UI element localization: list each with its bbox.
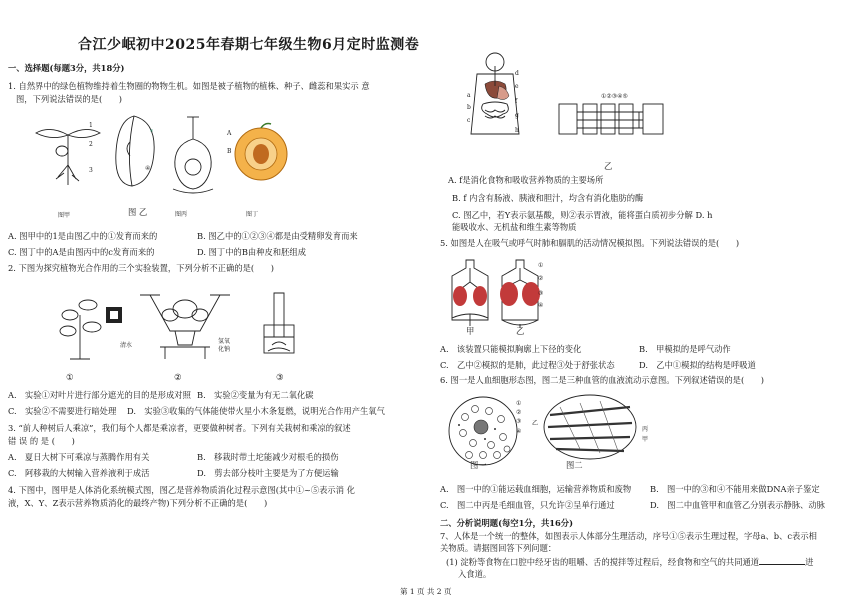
q7-sub1-line2: 入食道。 [458, 569, 492, 579]
fig1-label: 图一 [470, 460, 487, 470]
bell-part-3: ③ [538, 290, 544, 297]
fig2-label: 图二 [566, 460, 583, 470]
exp-label-2: ② [174, 372, 182, 382]
q7-line1: 7、人体是一个统一的整体，如图表示人体部分生理活动，序号①⑤表示生理过程，字母a、b、c表示相 [440, 531, 817, 541]
q2-option-d: D. 实验③收集的气体能使带火星小木条复燃，说明光合作用产生氧气 [127, 406, 385, 416]
q4-stem-line2: 液，X、Y、Z表示营养物质消化的最终产物)下列分析不正确的是( ) [8, 498, 268, 508]
q3-stem-line1: 3. “前人种树后人乘凉”，我们每个人都是乘凉者，更要做种树者。下列有关栽树和乘凉的叙述 [8, 423, 351, 433]
bell-label-jia: 甲 [466, 326, 475, 336]
fig-yi-label: 图 乙 [128, 207, 148, 217]
digestion-process-figure-yi [557, 98, 667, 148]
page-footer: 第 1 页 共 2 页 [400, 587, 452, 596]
q4-option-b: B. f 内含有肠液、胰液和胆汁，均含有消化脂肪的酶 [452, 193, 644, 203]
q3-option-a: A. 夏日大树下可乘凉与蒸腾作用有关 [8, 452, 150, 462]
naoh-label-2: 化钠 [218, 346, 231, 353]
exp-label-3: ③ [276, 372, 284, 382]
bell-label-yi: 乙 [516, 326, 525, 336]
fig-jia-label: 图甲 [58, 212, 71, 219]
vessel-label-bing: 丙 [642, 426, 649, 433]
q1-option-c: C. 图丁中的A是由图丙中的c发育而来的 [8, 247, 155, 257]
vessel-label-jia: 甲 [642, 436, 649, 443]
bell-part-1: ① [538, 262, 544, 269]
q6-option-c: C. 图二中丙是毛细血管，只允许②呈单行通过 [440, 500, 615, 510]
blood-vessel-figure [540, 393, 640, 463]
experiment-figure-1 [50, 285, 133, 365]
section2-heading: 二、分析说明题(每空1分，共16分) [440, 518, 574, 528]
q5-stem: 5. 如图是人在吸气或呼气时肺和膈肌的活动情况模拟图。下列说法错误的是( ) [440, 238, 740, 248]
q3-option-d: D. 剪去部分枝叶主要是为了方便运输 [197, 468, 339, 478]
pistil-figure-bing [163, 115, 223, 195]
q5-option-c: C. 乙中②模拟的是肺，此过程③处于舒张状态 [440, 360, 615, 370]
q2-option-c: C. 实验②不需要进行暗处理 [8, 406, 117, 416]
bell-part-2: ② [538, 275, 544, 282]
q7-sub1-text: (1) 淀粉等食物在口腔中经牙齿的咀嚼、舌的搅拌等过程后，经食物和空气的共同通道 [446, 557, 760, 567]
q4-option-c-line2: 能吸收水、无机盐和维生素等物质 [452, 222, 577, 232]
q4-stem-line1: 4. 下图中，图甲是人体消化系统模式图，图乙是营养物质消化过程示意图(其中①~⑤表示消 化 [8, 485, 355, 495]
exam-title: 合江少岷初中2025年春期七年级生物6月定时监测卷 [78, 37, 420, 53]
q3-option-b: B. 移栽时带土坨能减少对根毛的损伤 [197, 452, 339, 462]
q6-option-d: D. 图二中血管甲和血管乙分别表示静脉、动脉 [650, 500, 825, 510]
experiment-figure-3 [254, 285, 304, 365]
exp-label-1: ① [66, 372, 74, 382]
naoh-label-1: 氢氧 [218, 338, 231, 345]
vessel-label-yi: 乙 [532, 420, 539, 427]
q7-line2: 关物质。请据图回答下列问题： [440, 543, 557, 553]
q6-stem: 6. 图一是人血细胞形态图，图二是三种血管的血液流动示意图。下列叙述错误的是( ) [440, 375, 765, 385]
bell-jar-figure-jia [445, 258, 495, 328]
q3-option-c: C. 阿移栽的大树输入营养液利于成活 [8, 468, 150, 478]
q5-option-a: A. 该装置只能模拟胸廓上下径的变化 [440, 344, 582, 354]
bell-part-4: ④ [538, 302, 544, 309]
experiment-figure-2 [130, 285, 240, 365]
q1-option-d: D. 图丁中的B由种皮和胚组成 [197, 247, 306, 257]
q4-option-c-line1: C. 图乙中，若Y表示氨基酸，则②表示胃液，能将蛋白质初步分解 D. h [452, 210, 713, 220]
fig-yi-label-q4: 乙 [604, 161, 613, 171]
fig-ding-label: 图丁 [246, 211, 259, 218]
section1-heading: 一、选择题(每题3分，共18分) [8, 63, 125, 73]
q2-option-a: A. 实验①对叶片进行部分遮光的目的是形成对照 [8, 390, 191, 400]
q4-option-a: A. f是消化食物和吸收营养物质的主要场所 [448, 175, 604, 185]
q3-stem-line2: 错 误 的 是 ( ) [8, 436, 75, 446]
q5-option-d: D. 乙中①模拟的结构是呼吸道 [639, 360, 756, 370]
q5-option-b: B. 甲模拟的是呼气动作 [639, 344, 731, 354]
water-label: 清水 [120, 342, 133, 349]
q1-option-b: B. 图乙中的①②③④都是由受精卵发育而来 [197, 231, 358, 241]
q7-sub1 [446, 556, 813, 568]
q1-stem-line2: 图，下列说法错误的是( ) [16, 94, 123, 104]
seed-figure-yi [104, 112, 164, 192]
q1-option-a: A. 图甲中的1是由图乙中的①发育而来的 [8, 231, 158, 241]
q2-option-b: B. 实验②变量为有无二氧化碳 [197, 390, 314, 400]
answer-blank[interactable] [759, 556, 805, 565]
q6-option-b: B. 图一中的③和④不能用来做DNA亲子鉴定 [650, 484, 820, 494]
q7-sub1-end: 进 [805, 557, 814, 567]
plant-figure-jia [28, 115, 108, 195]
exam-page: 合江少岷初中2025年春期七年级生物6月定时监测卷 一、选择题(每题3分，共18分) 1. 自然界中的绿色植物维持着生物圈的物物生机。如图是被子植物的植株、种子、雌蕊和果实示 意 图，下列说法错误的是( ) 1 2 3 * ④ A B 图甲 图 乙 图丙 图丁 A. 图甲中的1是由图乙中的①发育而来的 B. 图乙中的①②③④都是由受精卵发育而来 C. 图丁中的A是由图丙中的c发育而来的 D. 图丁中的B由种皮和胚组成 2. 下图为探究植物光合作用的三个实验装置，下列分析不正确的是( ) 清水 氢氧 化钠 ① ② ③ A. 实验①对叶片进行部分遮光的目的是形成对照 B. 实验②变量为有无二氧化碳 C. 实验②不需要进行暗处理 D. 实验③收集的气体能使带火星小木条复燃，说明光合作用产生氧气 3. “前人种树后人乘凉”，我们每个人都是乘凉者，更要做种树者。下列有关栽树和乘凉的叙述 错 误 的 是 ( ) A. 夏日大树下可乘凉与蒸腾作用有关 B. 移栽时带土坨能减少对根毛的损伤 C. 阿移栽的大树输入营养液利于成活 D. 剪去部分枝叶主要是为了方便运输 4. 下图中，图甲是人体消化系统模式图，图乙是营养物质消化过程示意图(其中①~⑤表示消 化 液，X、Y、Z表示营养物质消化的最终产物)下列分析不正确的是( ) a b c d e f g h ①②③④⑤ 乙 A. f是消化食物和吸收营养物质的主要场所 B. f 内含有肠液、胰液和胆汁，均含有消化脂肪的酶 C. 图乙中，若Y表示氨基酸，则②表示胃液，能将蛋白质初步分解 D. h 能吸收水、无机盐和维生素等物质 5. 如图是人在吸气或呼气时肺和膈肌的活动情况模拟图。下列说法错误的是( ) ① ② ③ ④ 甲 乙 A. 该装置只能模拟胸廓上下径的变化 B. 甲模拟的是呼气动作 C. 乙中②模拟的是肺，此过程③处于舒张状态 D. 乙中①模拟的结构是呼吸道 6. 图一是人血细胞形态图，图二是三种血管的血液流动示意图。下列叙述错误的是( ) ① ② ③ ④ 图一 乙 丙 甲 图二 A. 图一中的①能运载血细胞，运输营养物质和废物 B. 图一中的③和④不能用来做DNA亲子鉴定 C. 图二中丙是毛细血管，只允许②呈单行通过 D. 图二中血管甲和血管乙分别表示静脉、动脉 二、分析说明题(每空1分，共16分) 7、人体是一个统一的整体，如图表示人体部分生理活动，序号①⑤表示生理过程，字母a、b、c表示相 关物质。请据图回答下列问题： (1) 淀粉等食物在口腔中经牙齿的咀嚼、舌的搅拌等过程后，经食物和空气的共同通道 进 入食道。 第 1 页 共 2 页 [0, 0, 860, 607]
q2-stem: 2. 下图为探究植物光合作用的三个实验装置，下列分析不正确的是( ) [8, 263, 274, 273]
fruit-figure-ding [226, 120, 296, 190]
q1-stem-line1: 1. 自然界中的绿色植物维持着生物圈的物物生机。如图是被子植物的植株、种子、雌蕊和果实示 意 [8, 81, 370, 91]
fig-bing-label: 图丙 [175, 211, 188, 218]
q6-option-a: A. 图一中的①能运载血细胞，运输营养物质和废物 [440, 484, 632, 494]
